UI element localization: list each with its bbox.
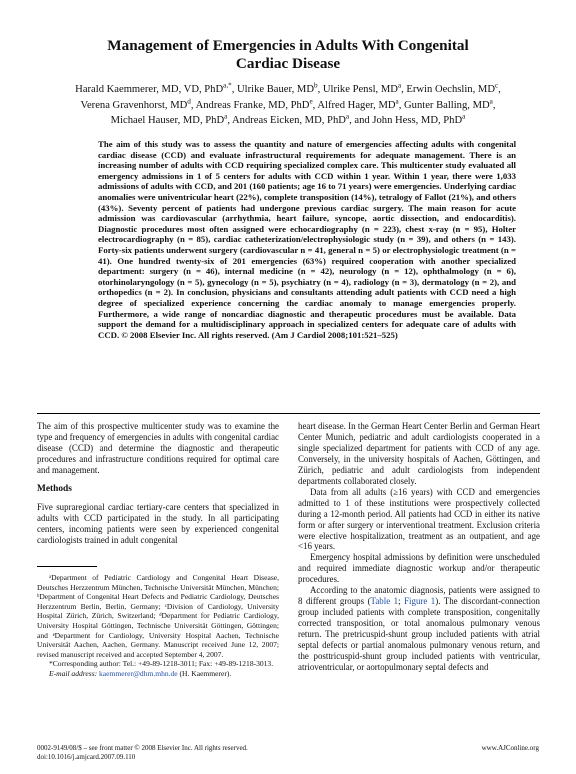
author-affiliation-mark: c — [494, 81, 499, 90]
author-name: Andreas Franke, MD, PhD — [195, 99, 310, 111]
methods-paragraph: Five supraregional cardiac tertiary-care centers that specialized in adults with CCD participated in the study. In all participating centers, incoming patients were seen by experienced congenital cardiologists trained in adult congenital — [37, 501, 279, 545]
title-line-2: Cardiac Disease — [235, 55, 341, 72]
author-list — [36, 82, 540, 129]
author-affiliation-mark: a — [462, 112, 466, 121]
right-paragraph-2: Data from all adults (≥16 years) with CCD and emergencies admitted to 1 of these institutions were prospectively collected during a 12-month period. All patients had CCD in either its native form or after surgery or interventional treatment. Exclusion criteria were elective hospitalization, treatment as an outpatient, and age <16 years. — [298, 486, 540, 552]
abstract: The aim of this study was to assess the quantity and nature of emergencies affecting adults with congenital cardiac disease (CCD) and evaluate infrastructural requirements for adequate management. There is an increasing number of adults with CCD requiring specialized complex care. This multicenter study evaluated all emergency admissions in 1 of 5 centers for adults with CCD within 1 year. Within 1 year, there were 1,033 admissions of adults with CCD, and 201 (160 patients; age 16 to 71 years) were emergencies. Underlying cardiac anomalies were univentricular heart (22%), complete transposition (14%), tetralogy of Fallot (21%), and others (43%). Seventy percent of patients had undergone previous cardiac surgery. The main reason for acute admission was cardiovascular (arrhythmia, heart failure, syncope, aortic dissection, and endocarditis). Diagnostic procedures most often assigned were echocardiography (n = 223), chest x-ray (n = 95), Holter electrocardiography (n = 85), cardiac catheterization/electrophysiologic study (n = 39), and others (n = 143). Forty-six patients underwent surgery (cardiovascular n = 41, general n = 5) or electrophysiologic treatment (n = 41). One hundred twenty-six of 201 emergencies (63%) required cooperation with another specialized department: surgery (n = 46), internal medicine (n = 42), neurology (n = 12), ophthalmology (n = 6), otorhinolaryngology (n = 5), gynecology (n = 5), psychiatry (n = 4), radiology (n = 3), dermatology (n = 2), and orthopedics (n = 2). In conclusion, physicians and consultants attending adult patients with CCD need a high degree of specialized experience concerning the cardiac anomaly to manage emergencies properly. Furthermore, a wide range of noncardiac diagnostic and therapeutic procedures must be available. Data support the demand for a multidisciplinary approach in specialized centers for adequate care of adults with CCD. © 2008 Elsevier Inc. All rights reserved. (Am J Cardiol 2008;101:521–525) — [98, 139, 516, 340]
author-affiliation-mark: e — [309, 97, 313, 106]
author-name: Andreas Eicken, MD, PhD — [232, 115, 346, 127]
author-name: Harald Kaemmerer, MD, VD, PhD — [75, 84, 224, 95]
email-label: E-mail address: — [49, 668, 100, 678]
affiliations-footnote: ᵃDepartment of Pediatric Cardiology and Congenital Heart Disease, Deutsches Herzzentrum München, Technische Universität München, München; ᵇDepartment of Congenital Heart Defects and Pediatric Cardiology, Deutsches Herzzentrum Berlin, Berlin, Germany; ᶜDivision of Cardiology, University Hospital Zürich, Zürich, Switzerland; ᵈDepartment for Pediatric Cardiology, University Hospital Göttingen, Technische Universität Göttingen, Göttingen; and ᵉDepartment for Cardiology, University Hospital Aachen, Technische Universität Aachen, Aachen, Germany. Manuscript received June 12, 2007; revised manuscript received and accepted September 4, 2007. — [37, 573, 279, 659]
right-paragraph-4-text-b: ; — [398, 596, 405, 607]
methods-heading: Methods — [37, 483, 72, 494]
author-affiliation-mark: a — [395, 97, 399, 106]
author-name: Erwin Oechslin, MD — [406, 84, 495, 95]
intro-paragraph: The aim of this prospective multicenter study was to examine the type and frequency of emergencies in adults with congenital cardiac disease (CCD) and determine the diagnostic and therapeutic procedures and infrastructure conditions required for optimal care and management. — [37, 421, 279, 475]
right-paragraph-3: Emergency hospital admissions by definition were unscheduled and required immediate diagnostic workup and/or therapeutic procedures. — [298, 552, 540, 585]
journal-website[interactable]: www.AJConline.org — [481, 744, 539, 752]
footnotes — [37, 573, 279, 679]
author-affiliation-mark: a,* — [223, 81, 232, 90]
author-line: Verena Gravenhorst, $MD^d$, Andreas Franke, MD, PhD$^e$, Alfred Hager, $MD^a$, Gunter Balling, $MD^a$, — [80, 97, 496, 111]
email-suffix: (H. Kaemmerer). — [177, 668, 232, 678]
abstract-divider — [37, 413, 540, 414]
right-paragraph-1: heart disease. In the German Heart Center Berlin and German Heart Center Munich, pediatric and adult cardiologists cooperated in a single specialized department for patients with CCD of any age. Conversely, in the university hospitals of Aachen, Göttingen, and Zürich, pediatric and adult cardiologists from independent departments collaborated closely. — [298, 421, 540, 486]
author-line: Michael Hauser, MD, PhD$^a$, Andreas Eicken, MD, PhD$^a$, and John Hess, MD, PhD$^a$ — [110, 112, 466, 127]
author-affiliation-mark: a — [345, 112, 350, 121]
author-name: Ulrike Pensl, MD — [322, 84, 398, 95]
figure-1-link[interactable]: Figure 1 — [404, 596, 436, 607]
author-line: Harald Kaemmerer, MD, VD, PhD$^{a,*}$, Ulrike Bauer, $MD^b$, Ulrike Pensl, $MD^a$, Erwin Oechslin, $MD^c$, — [75, 81, 501, 95]
author-affiliation-mark: a — [224, 112, 228, 121]
author-affiliation-mark: b — [313, 81, 318, 90]
body-column-right — [298, 421, 540, 673]
author-affiliation-mark: a — [489, 97, 493, 106]
title-line-1: Management of Emergencies in Adults With Congenital — [107, 37, 469, 54]
right-paragraph-4 — [298, 585, 540, 673]
corresponding-author-footnote: *Corresponding author: Tel.: +49-89-1218-3011; Fax: +49-89-1218-3013. — [49, 659, 274, 669]
footnote-divider — [37, 566, 97, 567]
author-name: Gunter Balling, MD — [404, 99, 490, 111]
author-affiliation-mark: a — [397, 81, 402, 90]
table-1-link[interactable]: Table 1 — [370, 596, 399, 607]
article-title — [40, 37, 536, 73]
right-paragraph-4-text-c: ). The discordant-connection group included patients with complete transposition, congenitally corrected transposition, or total anomalous pulmonary venous return. The pretricuspid-shunt group included patients with atrial septal defects or partial anomalous pulmonary venous return, and the posttricuspid-shunt group included patients with ventricular, atrioventricular, or aortopulmonary septal defects and — [298, 596, 540, 672]
author-name: Ulrike Bauer, MD — [237, 84, 314, 95]
author-name: Michael Hauser, MD, PhD — [110, 115, 225, 127]
author-affiliation-mark: d — [187, 97, 191, 106]
author-name: Verena Gravenhorst, MD — [80, 99, 188, 111]
issn-line: 0002-9149/08/$ – see front matter © 2008 Elsevier Inc. All rights reserved. — [37, 744, 248, 752]
author-conjunction: and — [354, 115, 373, 127]
doi-line: doi:10.1016/j.amjcard.2007.09.110 — [37, 753, 136, 762]
footer-left — [37, 744, 248, 763]
email-footnote — [37, 669, 279, 679]
author-name: John Hess, MD, PhD — [372, 115, 463, 127]
right-paragraph-4-text-a: According to the anatomic diagnosis, patients were assigned to 8 different groups ( — [298, 585, 540, 607]
author-name: Alfred Hager, MD — [317, 99, 396, 111]
body-column-left — [37, 421, 279, 546]
email-link[interactable]: kaemmerer@dhm.mhn.de — [99, 668, 178, 678]
